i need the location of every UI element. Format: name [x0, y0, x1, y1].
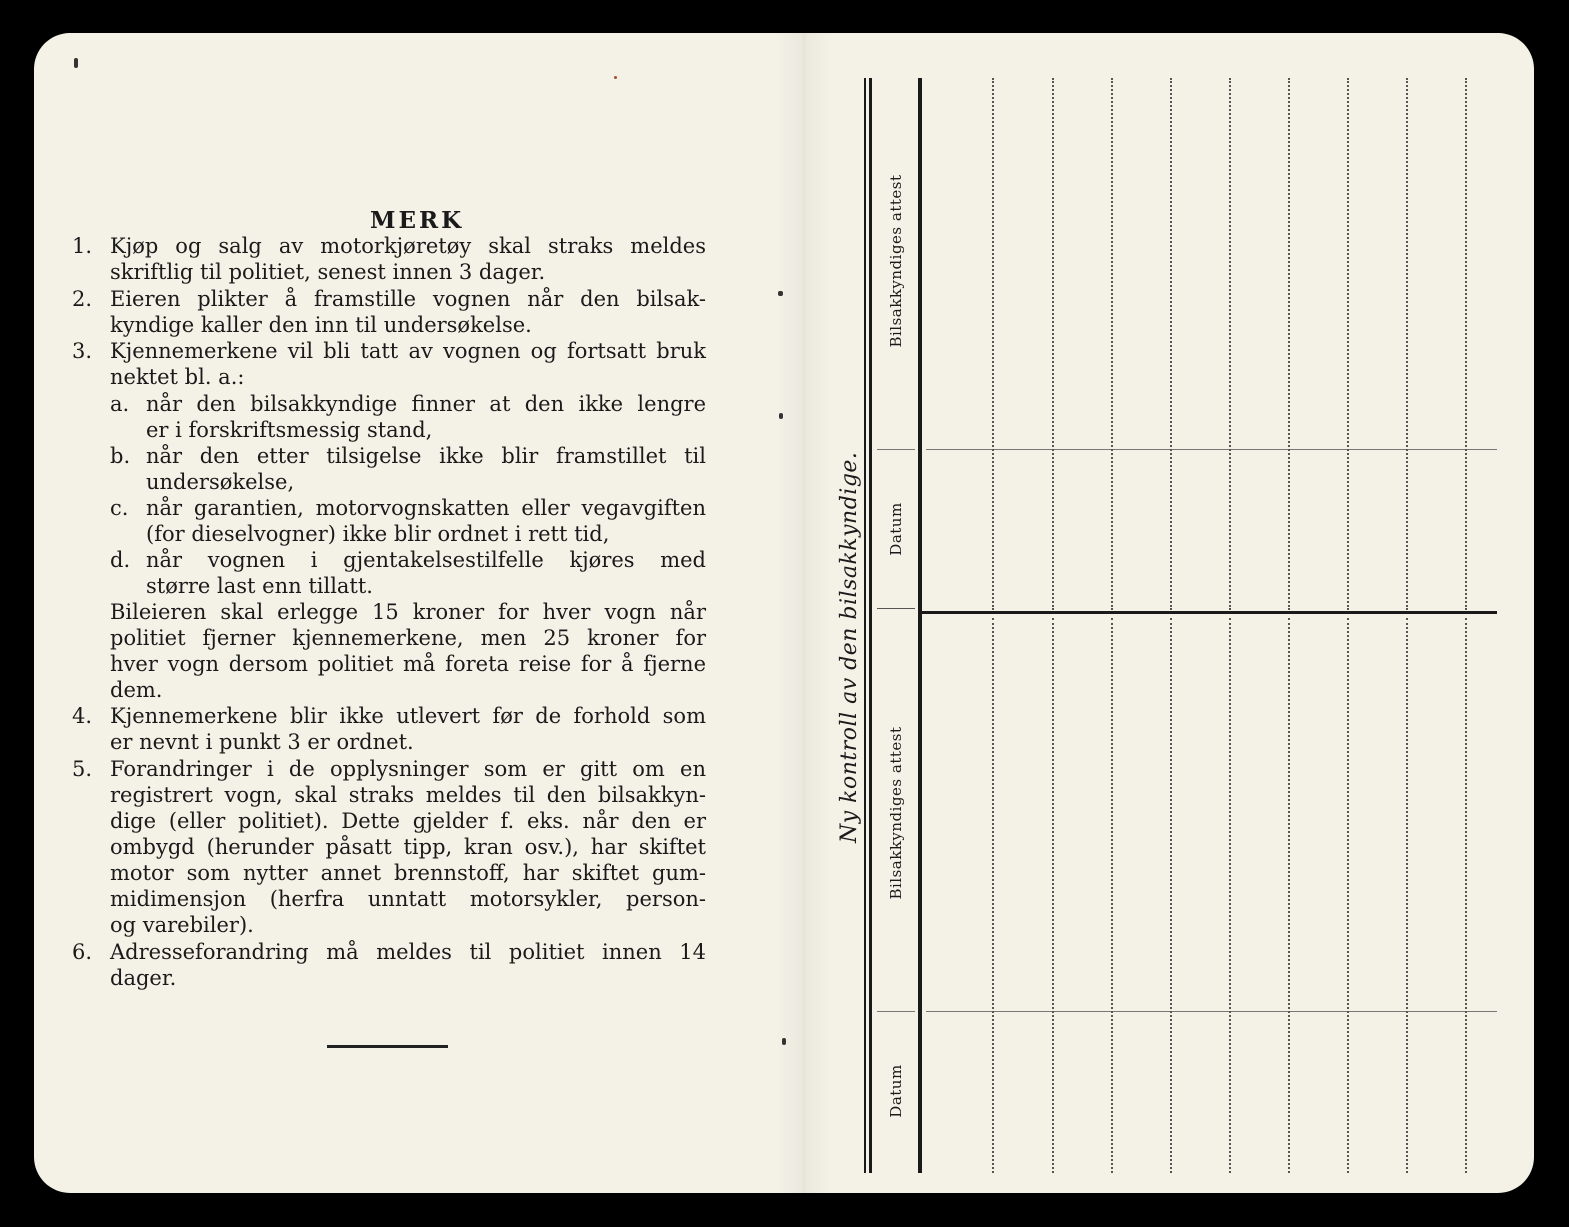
dotted-column — [1229, 618, 1231, 1173]
label-divider — [877, 449, 915, 450]
end-rule — [327, 1045, 448, 1048]
dotted-column — [1347, 78, 1349, 610]
item-number: 5. — [72, 757, 93, 781]
text-line: Kjennemerkene vil bli tatt av vognen og fortsatt bruk — [110, 339, 706, 363]
dotted-column — [1288, 78, 1290, 610]
dotted-column — [1170, 78, 1172, 610]
text-line: når den etter tilsigelse ikke blir framstillet til — [146, 444, 706, 468]
paper-mark — [782, 1038, 786, 1045]
row-divider — [926, 1011, 1497, 1012]
dotted-column — [1406, 618, 1408, 1173]
date-label: Datum — [887, 502, 905, 556]
text-line: nektet bl. a.: — [110, 365, 245, 389]
item-number: 2. — [72, 287, 93, 311]
sub-item-letter: b. — [110, 444, 131, 468]
form-border-line — [864, 78, 866, 1173]
text-line: politiet fjerner kjennemerkene, men 25 kroner for — [110, 626, 706, 650]
dotted-column — [1052, 78, 1054, 610]
text-line: Eieren plikter å framstille vognen når den bilsak- — [110, 287, 706, 311]
paper-mark — [779, 413, 783, 419]
text-line: registrert vogn, skal straks meldes til den bilsakkyn- — [110, 783, 706, 807]
center-fold — [776, 33, 832, 1193]
text-line: undersøkelse, — [146, 470, 295, 494]
text-line: (for dieselvogner) ikke blir ordnet i rett tid, — [146, 522, 610, 546]
text-line: hver vogn dersom politiet må foreta reise for å fjerne — [110, 652, 706, 676]
sub-item-letter: a. — [110, 392, 130, 416]
sub-item-letter: c. — [110, 496, 129, 520]
text-line: større last enn tillatt. — [146, 574, 373, 598]
text-line: når den bilsakkyndige finner at den ikke lengre — [146, 392, 706, 416]
text-line: dager. — [110, 966, 177, 990]
dotted-column — [1406, 78, 1408, 610]
text-line: Bileieren skal erlegge 15 kroner for hver vogn når — [110, 600, 706, 624]
item-number: 6. — [72, 940, 93, 964]
section-divider — [877, 608, 915, 609]
item-number: 4. — [72, 704, 93, 728]
form-side-title: Ny kontroll av den bilsakkyndige. — [837, 451, 862, 843]
item-number: 1. — [72, 234, 93, 258]
dotted-column — [1229, 78, 1231, 610]
text-line: dige (eller politiet). Dette gjelder f. eks. når den er — [110, 809, 706, 833]
paper-mark — [74, 58, 78, 68]
dotted-column — [1465, 618, 1467, 1173]
dotted-column — [1288, 618, 1290, 1173]
text-line: er i forskriftsmessig stand, — [146, 418, 433, 442]
registration-card — [34, 33, 1534, 1193]
text-line: kyndige kaller den inn til undersøkelse. — [110, 313, 532, 337]
dotted-column — [992, 78, 994, 610]
attest-label: Bilsakkyndiges attest — [887, 174, 905, 348]
form-border-line — [869, 78, 872, 1173]
date-label: Datum — [887, 1064, 905, 1118]
dotted-column — [1347, 618, 1349, 1173]
text-line: Kjøp og salg av motorkjøretøy skal straks meldes — [110, 234, 706, 258]
text-line: midimensjon (herfra unntatt motorsykler, person- — [110, 887, 706, 911]
section-divider — [922, 611, 1497, 614]
item-number: 3. — [72, 339, 93, 363]
text-line: Adresseforandring må meldes til politiet innen 14 — [110, 940, 706, 964]
dotted-column — [1170, 618, 1172, 1173]
label-divider — [877, 1011, 915, 1012]
attest-label: Bilsakkyndiges attest — [887, 726, 905, 900]
dotted-column — [1111, 78, 1113, 610]
text-line: skriftlig til politiet, senest innen 3 dager. — [110, 260, 546, 284]
text-line: dem. — [110, 678, 163, 702]
dotted-column — [992, 618, 994, 1173]
text-line: og varebiler). — [110, 913, 254, 937]
text-line: Kjennemerkene blir ikke utlevert før de forhold som — [110, 704, 706, 728]
form-border-line — [918, 78, 922, 1173]
dotted-column — [1465, 78, 1467, 610]
text-line: Forandringer i de opplysninger som er gitt om en — [110, 757, 706, 781]
text-line: er nevnt i punkt 3 er ordnet. — [110, 730, 414, 754]
dotted-column — [1111, 618, 1113, 1173]
page-title: MERK — [370, 207, 465, 234]
text-line: når garantien, motorvognskatten eller vegavgiften — [146, 496, 706, 520]
text-line: motor som nytter annet brennstoff, har skiftet gum- — [110, 861, 706, 885]
text-line: når vognen i gjentakelsestilfelle kjøres med — [146, 548, 706, 572]
dotted-column — [1052, 618, 1054, 1173]
text-line: ombygd (herunder påsatt tipp, kran osv.), har skiftet — [110, 835, 706, 859]
paper-mark — [614, 76, 617, 79]
row-divider — [926, 449, 1497, 450]
paper-mark — [778, 291, 783, 296]
sub-item-letter: d. — [110, 548, 131, 572]
